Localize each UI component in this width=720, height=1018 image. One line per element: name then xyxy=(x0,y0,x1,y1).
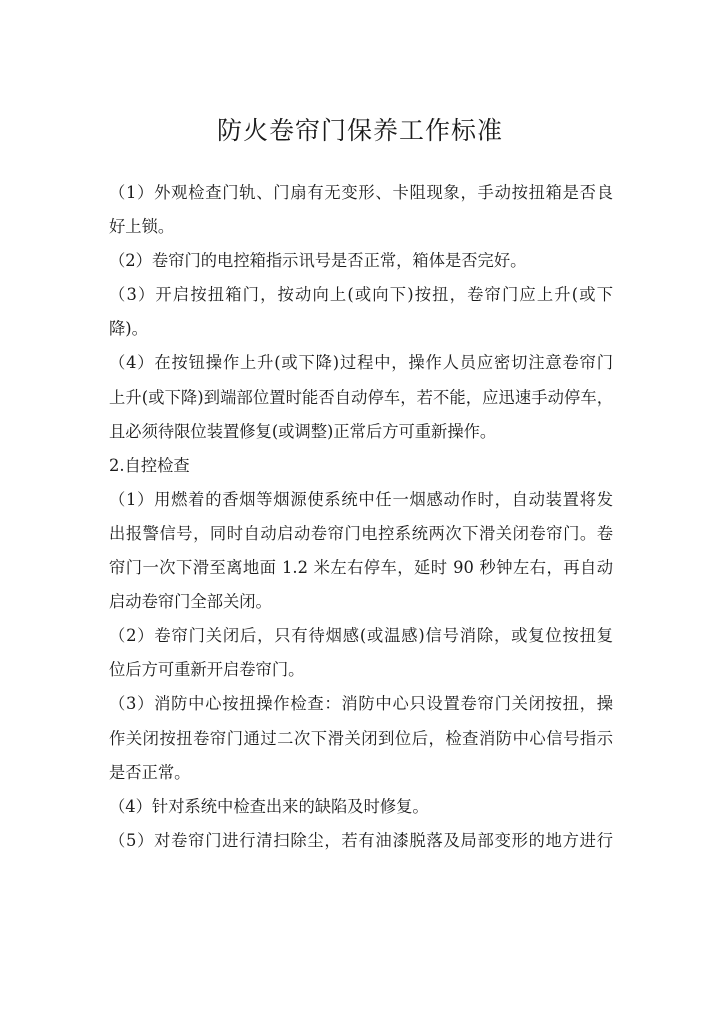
paragraph-line: （2）卷帘门关闭后，只有待烟感(或温感)信号消除，或复位按扭复 xyxy=(109,626,613,646)
paragraph-line: （4）针对系统中检查出来的缺陷及时修复。 xyxy=(109,796,429,816)
paragraph-line: （3）消防中心按扭操作检查：消防中心只设置卷帘门关闭按扭，操 xyxy=(109,694,613,714)
paragraph-line: 是否正常。 xyxy=(109,762,191,782)
paragraph-line: 好上锁。 xyxy=(109,217,175,237)
section-heading: 2.自控检查 xyxy=(109,455,190,475)
paragraph-line: 帘门一次下滑至离地面 1.2 米左右停车，延时 90 秒钟左右，再自动 xyxy=(109,558,613,578)
document-title: 防火卷帘门保养工作标准 xyxy=(216,116,503,145)
paragraph-line: 作关闭按扭卷帘门通过二次下滑关闭到位后，检查消防中心信号指示 xyxy=(109,728,613,748)
paragraph-line: （5）对卷帘门进行清扫除尘，若有油漆脱落及局部变形的地方进行 xyxy=(109,830,613,850)
paragraph-line: （1）用燃着的香烟等烟源使系统中任一烟感动作时，自动装置将发 xyxy=(109,489,613,509)
paragraph-line: 启动卷帘门全部关闭。 xyxy=(109,592,272,612)
paragraph-line: （4）在按钮操作上升(或下降)过程中，操作人员应密切注意卷帘门 xyxy=(109,353,613,373)
paragraph-line: （2）卷帘门的电控箱指示讯号是否正常，箱体是否完好。 xyxy=(109,251,527,271)
paragraph-line: 位后方可重新开启卷帘门。 xyxy=(109,660,305,680)
paragraph-line: 且必须待限位装置修复(或调整)正常后方可重新操作。 xyxy=(109,421,497,441)
paragraph-line: 上升(或下降)到端部位置时能否自动停车，若不能，应迅速手动停车， xyxy=(109,387,613,407)
paragraph-line: 降)。 xyxy=(109,319,148,339)
paragraph-line: （3）开启按扭箱门，按动向上(或向下)按扭，卷帘门应上升(或下 xyxy=(109,285,613,305)
paragraph-line: （1）外观检查门轨、门扇有无变形、卡阻现象，手动按扭箱是否良 xyxy=(109,183,613,202)
paragraph-line: 出报警信号，同时自动启动卷帘门电控系统两次下滑关闭卷帘门。卷 xyxy=(109,523,613,543)
document-body xyxy=(109,176,613,858)
